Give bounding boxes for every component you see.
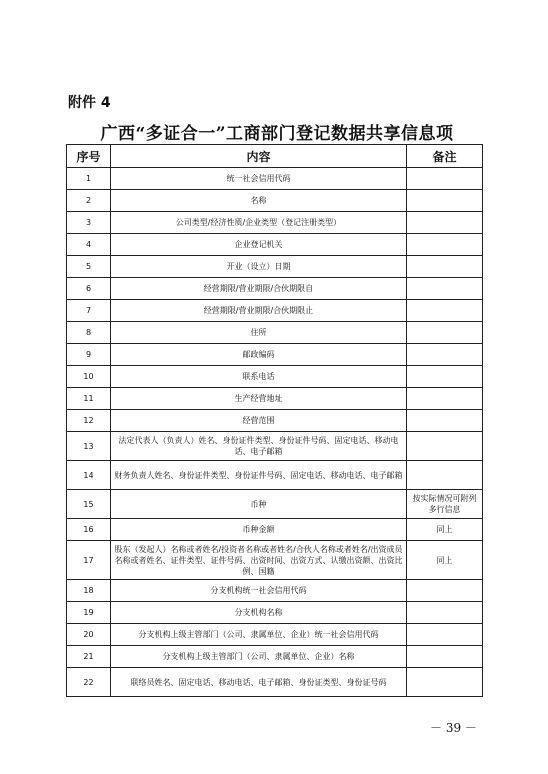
row-note-cell [407,461,483,490]
row-number-cell: 9 [67,344,111,366]
row-number-cell: 17 [67,541,111,580]
row-note-cell: 同上 [407,541,483,580]
row-note-cell [407,668,483,697]
table-row [67,490,483,519]
row-content-cell: 开业（设立）日期 [111,256,407,278]
row-number-cell: 7 [67,300,111,322]
row-number-cell: 15 [67,490,111,519]
table-row [67,190,483,212]
row-content-cell: 经营期限/营业期限/合伙期限自 [111,278,407,300]
table-row [67,366,483,388]
header-content: 内容 [111,145,407,168]
table-row [67,646,483,668]
table-row [67,388,483,410]
row-note-cell [407,278,483,300]
row-number-cell: 5 [67,256,111,278]
row-note-cell [407,624,483,646]
row-note-cell [407,168,483,190]
row-note-cell [407,300,483,322]
row-number-cell: 1 [67,168,111,190]
table-row [67,541,483,580]
row-content-cell: 财务负责人姓名、身份证件类型、身份证件号码、固定电话、移动电话、电子邮箱 [111,461,407,490]
row-content-cell: 分支机构统一社会信用代码 [111,580,407,602]
table-row [67,432,483,461]
row-content-cell: 法定代表人（负责人）姓名、身份证件类型、身份证件号码、固定电话、移动电话、电子邮箱 [111,432,407,461]
row-note-cell [407,322,483,344]
table-row [67,168,483,190]
table-row [67,668,483,697]
table-row [67,256,483,278]
table-row [67,234,483,256]
row-number-cell: 3 [67,212,111,234]
row-content-cell: 分支机构上级主管部门（公司、隶属单位、企业）名称 [111,646,407,668]
row-number-cell: 13 [67,432,111,461]
table-row [67,602,483,624]
row-note-cell [407,602,483,624]
row-content-cell: 股东（发起人）名称或者姓名/投资者名称或者姓名/合伙人名称或者姓名/出资成员名称或者姓名、证件类型、证件号码、出资时间、出资方式、认缴出资额、出资比例、国籍 [111,541,407,580]
row-note-cell [407,190,483,212]
row-note-cell: 同上 [407,519,483,541]
row-content-cell: 住所 [111,322,407,344]
row-number-cell: 22 [67,668,111,697]
row-note-cell: 按实际情况可附列多行信息 [407,490,483,519]
row-number-cell: 2 [67,190,111,212]
row-number-cell: 10 [67,366,111,388]
row-content-cell: 币种金额 [111,519,407,541]
row-number-cell: 16 [67,519,111,541]
row-number-cell: 19 [67,602,111,624]
row-note-cell [407,344,483,366]
row-content-cell: 生产经营地址 [111,388,407,410]
header-number: 序号 [67,145,111,168]
row-content-cell: 名称 [111,190,407,212]
row-note-cell [407,234,483,256]
row-number-cell: 4 [67,234,111,256]
table-row [67,344,483,366]
row-number-cell: 12 [67,410,111,432]
row-number-cell: 8 [67,322,111,344]
table-row [67,322,483,344]
info-table [66,144,483,697]
row-content-cell: 邮政编码 [111,344,407,366]
row-content-cell: 联系电话 [111,366,407,388]
attachment-label: 附件 4 [68,95,111,111]
row-number-cell: 11 [67,388,111,410]
table-row [67,278,483,300]
table-row [67,461,483,490]
table-row [67,519,483,541]
row-note-cell [407,366,483,388]
row-content-cell: 经营范围 [111,410,407,432]
row-content-cell: 经营期限/营业期限/合伙期限止 [111,300,407,322]
row-note-cell [407,432,483,461]
row-content-cell: 企业登记机关 [111,234,407,256]
row-content-cell: 联络员姓名、固定电话、移动电话、电子邮箱、身份证类型、身份证号码 [111,668,407,697]
row-content-cell: 统一社会信用代码 [111,168,407,190]
table-header-row [67,145,483,168]
row-number-cell: 18 [67,580,111,602]
row-note-cell [407,388,483,410]
row-number-cell: 20 [67,624,111,646]
header-note: 备注 [407,145,483,168]
page-number: － 39 － [430,721,477,735]
table-row [67,212,483,234]
row-note-cell [407,646,483,668]
row-note-cell [407,256,483,278]
row-content-cell: 分支机构上级主管部门（公司、隶属单位、企业）统一社会信用代码 [111,624,407,646]
row-note-cell [407,580,483,602]
row-note-cell [407,410,483,432]
row-number-cell: 6 [67,278,111,300]
page-title: 广西“多证合一”工商部门登记数据共享信息项 [100,124,454,144]
row-note-cell [407,212,483,234]
table-row [67,580,483,602]
table-row [67,300,483,322]
row-number-cell: 21 [67,646,111,668]
row-content-cell: 公司类型/经济性质/企业类型（登记注册类型） [111,212,407,234]
row-content-cell: 分支机构名称 [111,602,407,624]
row-number-cell: 14 [67,461,111,490]
row-content-cell: 币种 [111,490,407,519]
table-row [67,624,483,646]
table-row [67,410,483,432]
